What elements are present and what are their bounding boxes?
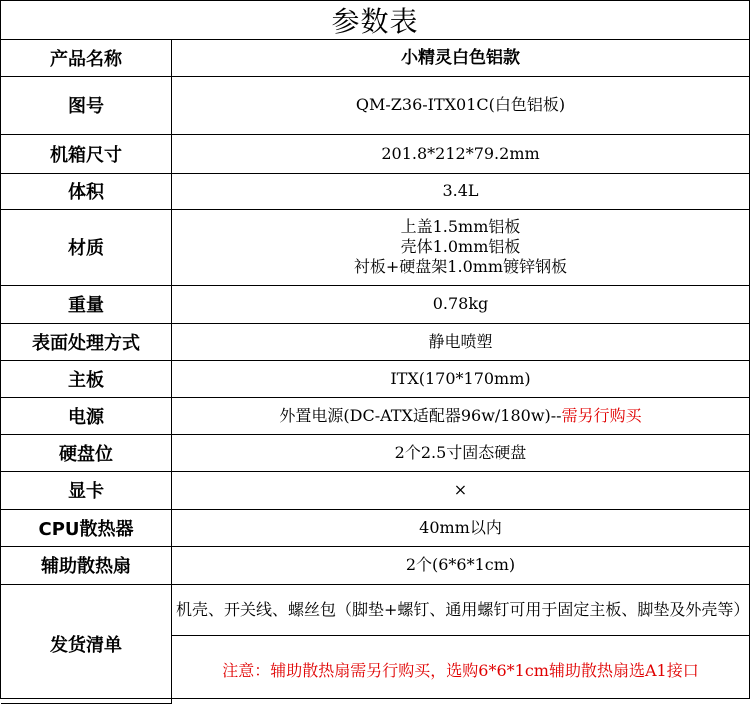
- table-row: [1, 360, 749, 397]
- sheet-title: 参数表: [1, 1, 749, 40]
- row-label: 产品名称: [1, 40, 172, 76]
- row-label: 硬盘位: [1, 434, 172, 471]
- row-value: QM-Z36-ITX01C(白色铝板): [172, 76, 750, 134]
- row-value: ITX(170*170mm): [172, 360, 750, 397]
- row-label: 重量: [1, 285, 172, 323]
- table-row: [1, 471, 749, 509]
- row-value: ×: [172, 471, 750, 509]
- row-label: 表面处理方式: [1, 323, 172, 360]
- table-row: [1, 40, 749, 76]
- row-label: 电源: [1, 397, 172, 434]
- row-label: 图号: [1, 76, 172, 134]
- table-row: [1, 397, 749, 434]
- shipping-contents: 机壳、开关线、螺丝包（脚垫+螺钉、通用螺钉可用于固定主板、脚垫及外壳等）: [172, 584, 750, 635]
- row-label: 显卡: [1, 471, 172, 509]
- shipping-note: 注意：辅助散热扇需另行购买，选购6*6*1cm辅助散热扇选A1接口: [172, 635, 750, 703]
- row-value: [172, 397, 750, 434]
- row-value: 3.4L: [172, 173, 750, 209]
- spec-table: [1, 40, 749, 704]
- row-value: 2个2.5寸固态硬盘: [172, 434, 750, 471]
- power-note: 需另行购买: [561, 405, 642, 425]
- table-row: [1, 173, 749, 209]
- row-label: 材质: [1, 209, 172, 285]
- table-row: [1, 285, 749, 323]
- table-row: [1, 134, 749, 173]
- material-line: 壳体1.0mm铝板: [400, 237, 521, 256]
- row-value: 静电喷塑: [172, 323, 750, 360]
- row-value: 201.8*212*79.2mm: [172, 134, 750, 173]
- table-row: [1, 76, 749, 134]
- table-row: [1, 209, 749, 285]
- table-row: [1, 509, 749, 546]
- row-label: CPU散热器: [1, 509, 172, 546]
- material-line: 上盖1.5mm铝板: [400, 217, 521, 236]
- row-value: 40mm以内: [172, 509, 750, 546]
- row-label: 发货清单: [1, 584, 172, 703]
- row-value: [172, 209, 750, 285]
- table-row: [1, 434, 749, 471]
- row-label: 主板: [1, 360, 172, 397]
- table-row: [1, 546, 749, 584]
- row-label: 体积: [1, 173, 172, 209]
- row-label: 辅助散热扇: [1, 546, 172, 584]
- row-value: 2个(6*6*1cm): [172, 546, 750, 584]
- table-row: [1, 584, 749, 635]
- material-line: 衬板+硬盘架1.0mm镀锌钢板: [353, 257, 568, 276]
- row-value: 0.78kg: [172, 285, 750, 323]
- row-value: 小精灵白色铝款: [172, 40, 750, 76]
- power-value: 外置电源(DC-ATX适配器96w/180w)--: [279, 405, 562, 425]
- row-label: 机箱尺寸: [1, 134, 172, 173]
- table-row: [1, 323, 749, 360]
